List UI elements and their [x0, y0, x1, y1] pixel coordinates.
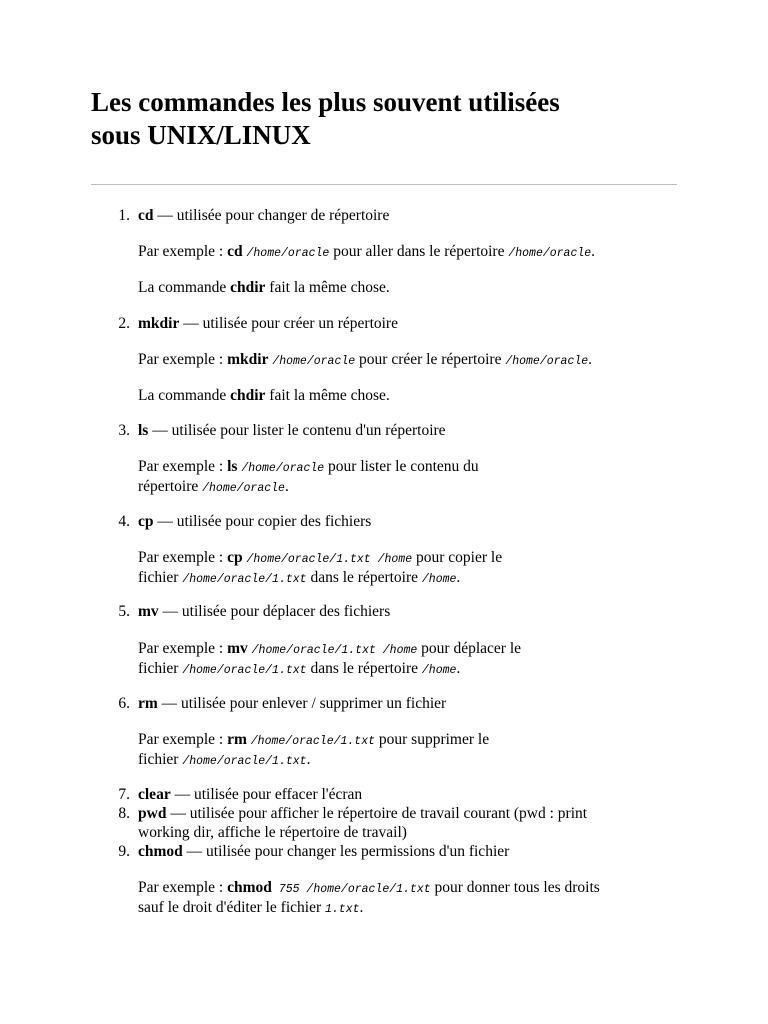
command-description: — utilisée pour copier des fichiers — [153, 513, 372, 530]
example-line — [138, 640, 521, 660]
command-name: mkdir — [138, 315, 180, 332]
example-args: /home/oracle — [241, 462, 325, 475]
example-prefix: Par exemple : — [138, 351, 228, 368]
example-line-continued — [138, 899, 363, 919]
command-name: chmod — [138, 843, 183, 860]
list-item-cp — [138, 513, 371, 531]
note-line — [138, 387, 390, 405]
example-path: /home/oracle — [505, 355, 589, 368]
item-number: 2. — [118, 315, 130, 332]
example-line-continued — [138, 660, 460, 680]
example-text: fichier — [138, 660, 183, 677]
list-item-ls — [138, 422, 446, 440]
example-path: /home/oracle/1.txt — [182, 755, 307, 768]
note-command: chdir — [230, 387, 266, 404]
example-args: /home/oracle — [272, 355, 356, 368]
example-path: /home — [421, 573, 457, 586]
command-description: — utilisée pour créer un répertoire — [179, 315, 398, 332]
description-line-continued: working dir, affiche le répertoire de travail) — [138, 824, 407, 841]
item-number: 5. — [118, 603, 130, 620]
command-description: — utilisée pour effacer l'écran — [170, 786, 363, 803]
example-line — [138, 549, 502, 569]
example-line — [138, 243, 595, 263]
page-title — [91, 86, 711, 152]
example-text: pour copier le — [412, 549, 503, 566]
command-description: — utilisée pour lister le contenu d'un répertoire — [148, 422, 446, 439]
example-prefix: Par exemple : — [138, 243, 228, 260]
example-args: /home/oracle/1.txt /home — [251, 644, 418, 657]
command-description: — utilisée pour déplacer des fichiers — [158, 603, 391, 620]
example-line — [138, 458, 479, 478]
example-end: . — [591, 243, 596, 260]
example-command: mkdir — [227, 351, 269, 368]
example-command: cp — [227, 549, 243, 566]
example-command: ls — [227, 458, 238, 475]
command-name: clear — [138, 786, 171, 803]
item-number: 7. — [118, 786, 130, 803]
command-name: rm — [138, 695, 158, 712]
list-item-rm — [138, 695, 446, 713]
example-args: /home/oracle/1.txt — [250, 735, 376, 748]
example-text: fichier — [138, 569, 183, 586]
example-path: 1.txt — [325, 903, 360, 916]
item-number: 8. — [118, 805, 130, 822]
command-name: cp — [138, 513, 154, 530]
example-text: pour donner tous les droits — [430, 879, 600, 896]
example-line-continued — [138, 478, 289, 498]
example-text: dans le répertoire — [306, 660, 422, 677]
command-name: pwd — [138, 805, 167, 822]
note-command: chdir — [230, 279, 266, 296]
example-path: /home — [421, 664, 457, 677]
note-prefix: La commande — [138, 387, 231, 404]
list-item-pwd — [138, 805, 587, 823]
example-prefix: Par exemple : — [138, 879, 228, 896]
item-number: 6. — [118, 695, 130, 712]
example-line — [138, 351, 592, 371]
command-description: — utilisée pour changer de répertoire — [153, 207, 390, 224]
example-line — [138, 731, 489, 751]
example-command: cd — [227, 243, 243, 260]
example-line-continued — [138, 569, 460, 589]
example-command: rm — [227, 731, 247, 748]
item-number: 3. — [118, 422, 130, 439]
command-name: ls — [138, 422, 149, 439]
page-title-line-2: sous UNIX/LINUX — [91, 120, 311, 150]
example-end: . — [456, 569, 461, 586]
example-prefix: Par exemple : — [138, 458, 228, 475]
list-item-mkdir — [138, 315, 398, 333]
example-command: mv — [227, 640, 248, 657]
example-command: chmod — [227, 879, 272, 896]
example-end: . — [359, 899, 364, 916]
example-prefix: Par exemple : — [138, 731, 228, 748]
example-text: pour déplacer le — [417, 640, 522, 657]
example-end: . — [456, 660, 461, 677]
example-path: /home/oracle/1.txt — [182, 573, 307, 586]
list-item-mv — [138, 603, 390, 621]
command-name: cd — [138, 207, 154, 224]
note-suffix: fait la même chose. — [265, 279, 390, 296]
horizontal-divider — [91, 184, 677, 185]
example-text: pour lister le contenu du — [324, 458, 479, 475]
command-name: mv — [138, 603, 159, 620]
example-end: . — [284, 478, 289, 495]
command-description: — utilisée pour changer les permissions d'un fichier — [182, 843, 510, 860]
item-number: 9. — [118, 843, 130, 860]
command-description: — utilisée pour afficher le répertoire de travail courant (pwd : print — [166, 805, 588, 822]
list-item-cd — [138, 207, 389, 225]
list-item-clear — [138, 786, 362, 804]
item-number: 1. — [118, 207, 130, 224]
note-prefix: La commande — [138, 279, 231, 296]
note-suffix: fait la même chose. — [265, 387, 390, 404]
example-prefix: Par exemple : — [138, 640, 228, 657]
example-text: fichier — [138, 751, 183, 768]
example-line — [138, 879, 600, 899]
example-line-continued — [138, 751, 310, 771]
example-text: pour supprimer le — [375, 731, 490, 748]
example-path: /home/oracle/1.txt — [182, 664, 307, 677]
example-args: 755 /home/oracle/1.txt — [271, 883, 431, 896]
command-description: — utilisée pour enlever / supprimer un fichier — [157, 695, 447, 712]
item-number: 4. — [118, 513, 130, 530]
example-end: . — [588, 351, 593, 368]
example-text: pour aller dans le répertoire — [329, 243, 509, 260]
example-text: dans le répertoire — [306, 569, 422, 586]
page-title-line-1: Les commandes les plus souvent utilisées — [91, 87, 560, 117]
note-line — [138, 279, 390, 297]
example-text: répertoire — [138, 478, 203, 495]
example-text: pour créer le répertoire — [355, 351, 506, 368]
example-text: sauf le droit d'éditer le fichier — [138, 899, 325, 916]
example-args: /home/oracle/1.txt /home — [246, 553, 413, 566]
example-prefix: Par exemple : — [138, 549, 228, 566]
example-end: . — [306, 751, 311, 768]
example-path: /home/oracle — [508, 247, 592, 260]
example-path: /home/oracle — [202, 482, 285, 495]
list-item-chmod — [138, 843, 509, 861]
example-args: /home/oracle — [246, 247, 330, 260]
